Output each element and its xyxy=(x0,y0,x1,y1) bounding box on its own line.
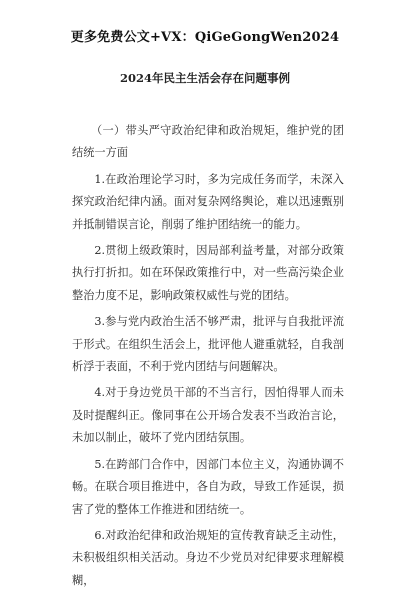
document-body xyxy=(72,120,344,596)
paragraph-6: 6.对政治纪律和政治规矩的宣传教育缺乏主动性，未积极组织相关活动。身边不少党员对纪律要求理解模糊， xyxy=(72,528,344,587)
document-title: 2024年民主生活会存在问题事例 xyxy=(119,71,290,85)
paragraph-3: 3.参与党内政治生活不够严肃，批评与自我批评流于形式。在组织生活会上，批评他人避重就轻，自我剖析浮于表面，不利于党内团结与问题解决。 xyxy=(72,315,344,374)
paragraph-2: 2.贯彻上级政策时，因局部利益考量，对部分政策执行打折扣。如在环保政策推行中，对一些高污染企业整治力度不足，影响政策权威性与党的团结。 xyxy=(72,244,344,302)
paragraph-4: 4.对于身边党员干部的不当言行，因怕得罪人而未及时提醒纠正。像同事在公开场合发表不当政治言论，未加以制止，破坏了党内团结氛围。 xyxy=(72,386,344,445)
paragraph-1: 1.在政治理论学习时，多为完成任务而学，未深入探究政治纪律内涵。面对复杂网络舆论，难以迅速甄别并抵制错误言论，削弱了维护团结统一的能力。 xyxy=(72,172,344,231)
section-heading: （一）带头严守政治纪律和政治规矩，维护党的团结统一方面 xyxy=(72,124,344,160)
paragraph-5: 5.在跨部门合作中，因部门本位主义，沟通协调不畅。在联合项目推进中，各自为政，导致工作延误，损害了党的整体工作推进和团结统一。 xyxy=(72,457,344,516)
watermark-banner: 更多免费公文+VX：QiGeGongWen2024 xyxy=(70,30,340,45)
